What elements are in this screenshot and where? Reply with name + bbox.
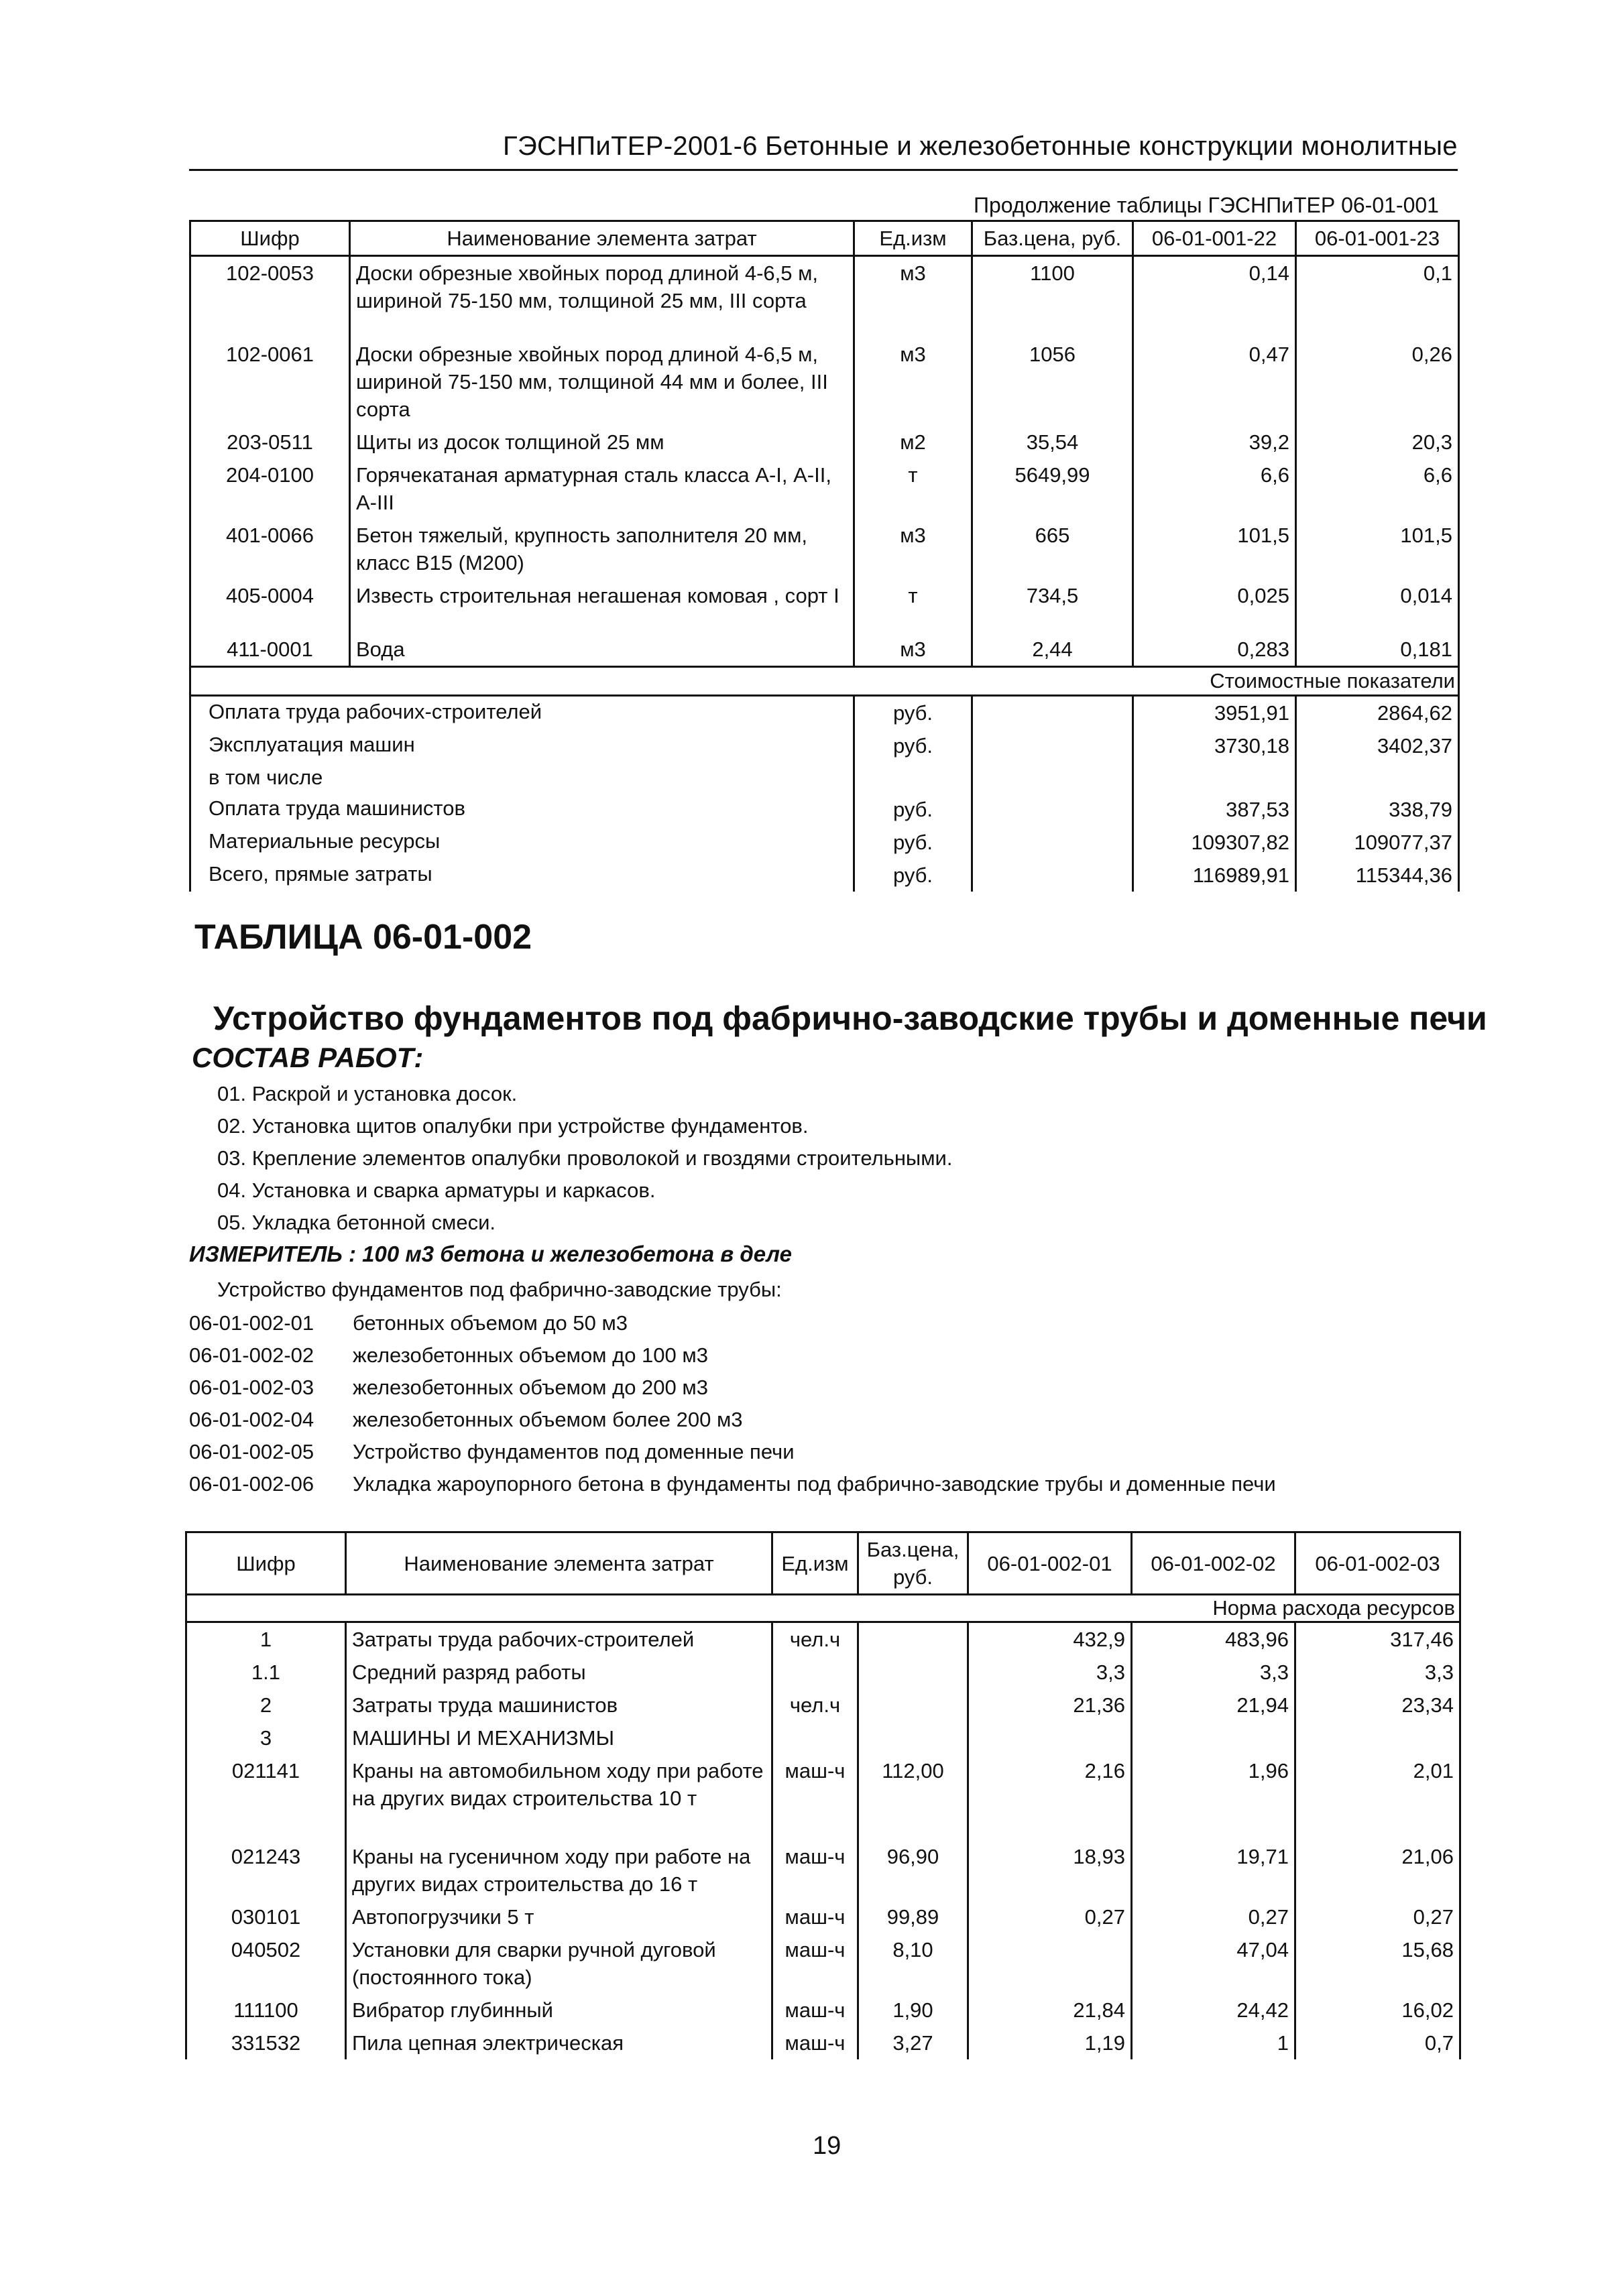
cell-norm-1: 21,36 bbox=[968, 1689, 1132, 1721]
table-title: ТАБЛИЦА 06-01-002 bbox=[194, 918, 532, 957]
cell-price: 112,00 bbox=[858, 1754, 968, 1840]
cell-norm-2: 0,26 bbox=[1296, 338, 1459, 426]
table-row bbox=[186, 1689, 1460, 1721]
table-row bbox=[190, 459, 1459, 519]
cell-price bbox=[858, 1689, 968, 1721]
cell-price bbox=[858, 1656, 968, 1689]
cost-label-spacer bbox=[190, 666, 1133, 695]
cost-unit bbox=[854, 762, 972, 793]
cell-norm-2: 0,1 bbox=[1296, 256, 1459, 338]
cell-norm-3: 15,68 bbox=[1295, 1933, 1460, 1994]
composition-heading: СОСТАВ РАБОТ: bbox=[192, 1042, 424, 1073]
cell-unit: маш-ч bbox=[772, 1900, 858, 1933]
table-row bbox=[186, 1721, 1460, 1754]
code-description: железобетонных объемом более 200 м3 bbox=[353, 1408, 743, 1431]
measure-line bbox=[189, 1242, 792, 1267]
cell-norm-2: 101,5 bbox=[1296, 519, 1459, 579]
cell-norm-3: 21,06 bbox=[1295, 1840, 1460, 1900]
cell-price: 734,5 bbox=[972, 579, 1133, 633]
table-row bbox=[186, 2027, 1460, 2059]
cell-unit: чел.ч bbox=[772, 1622, 858, 1656]
cell-code: 2 bbox=[186, 1689, 346, 1721]
cost-row bbox=[190, 729, 1459, 762]
cell-code: 021141 bbox=[186, 1754, 346, 1840]
column-header-unit: Ед.изм bbox=[772, 1532, 858, 1595]
code-line bbox=[189, 1311, 628, 1335]
cost-norm-2: 115344,36 bbox=[1296, 859, 1459, 892]
table-row bbox=[186, 1840, 1460, 1900]
table-row bbox=[190, 519, 1459, 579]
cell-price: 1100 bbox=[972, 256, 1133, 338]
cost-norm-2: 3402,37 bbox=[1296, 729, 1459, 762]
cell-norm-1: 3,3 bbox=[968, 1656, 1132, 1689]
cell-price bbox=[858, 1721, 968, 1754]
cost-norm-2: 2864,62 bbox=[1296, 695, 1459, 729]
table-row bbox=[186, 1900, 1460, 1933]
cell-code: 102-0053 bbox=[190, 256, 350, 338]
norm-label-row bbox=[186, 1595, 1460, 1622]
running-header: ГЭСНПиТЕР-2001-6 Бетонные и железобетонные конструкции монолитные bbox=[503, 131, 1458, 161]
table-row bbox=[186, 1622, 1460, 1656]
table-row bbox=[190, 338, 1459, 426]
cell-unit: маш-ч bbox=[772, 2027, 858, 2059]
code-description: железобетонных объемом до 200 м3 bbox=[353, 1376, 708, 1399]
cost-norm-1 bbox=[1133, 762, 1296, 793]
cost-norm-2: 109077,37 bbox=[1296, 826, 1459, 859]
cell-norm-2: 0,27 bbox=[1132, 1900, 1295, 1933]
cell-price: 5649,99 bbox=[972, 459, 1133, 519]
cell-norm-1: 18,93 bbox=[968, 1840, 1132, 1900]
table-row bbox=[190, 633, 1459, 667]
cell-norm-2: 0,014 bbox=[1296, 579, 1459, 633]
cost-name: Оплата труда машинистов bbox=[190, 793, 854, 826]
cost-section-label: Стоимостные показатели bbox=[1133, 666, 1459, 695]
column-header-norm-1: 06-01-001-22 bbox=[1133, 221, 1296, 256]
cell-norm-1: 2,16 bbox=[968, 1754, 1132, 1840]
cell-name: Доски обрезные хвойных пород длиной 4-6,5 м, шириной 75-150 мм, толщиной 25 мм, III сорта bbox=[350, 256, 854, 338]
table-row bbox=[190, 256, 1459, 338]
code-number: 06-01-002-03 bbox=[189, 1376, 314, 1399]
cost-name: Эксплуатация машин bbox=[190, 729, 854, 762]
cell-unit: м3 bbox=[854, 338, 972, 426]
cost-unit: руб. bbox=[854, 695, 972, 729]
cell-price: 99,89 bbox=[858, 1900, 968, 1933]
cell-code: 111100 bbox=[186, 1994, 346, 2027]
cost-row bbox=[190, 826, 1459, 859]
cost-name: в том числе bbox=[190, 762, 854, 793]
column-header-name: Наименование элемента затрат bbox=[350, 221, 854, 256]
table-row bbox=[186, 1656, 1460, 1689]
cell-norm-2: 24,42 bbox=[1132, 1994, 1295, 2027]
cost-unit: руб. bbox=[854, 793, 972, 826]
cell-unit bbox=[772, 1721, 858, 1754]
cell-norm-1: 0,47 bbox=[1133, 338, 1296, 426]
cell-unit: маш-ч bbox=[772, 1994, 858, 2027]
cell-name: Щиты из досок толщиной 25 мм bbox=[350, 426, 854, 459]
cell-norm-1 bbox=[968, 1721, 1132, 1754]
cost-norm-1: 116989,91 bbox=[1133, 859, 1296, 892]
cost-unit: руб. bbox=[854, 729, 972, 762]
cost-row bbox=[190, 859, 1459, 892]
cost-label-row bbox=[190, 666, 1459, 695]
codes-intro: Устройство фундаментов под фабрично-заводские трубы: bbox=[217, 1278, 782, 1301]
cell-unit: маш-ч bbox=[772, 1933, 858, 1994]
cost-row bbox=[190, 762, 1459, 793]
cell-norm-1: 0,025 bbox=[1133, 579, 1296, 633]
cell-norm-2: 1,96 bbox=[1132, 1754, 1295, 1840]
cell-norm-3: 0,7 bbox=[1295, 2027, 1460, 2059]
cell-unit bbox=[772, 1656, 858, 1689]
cell-unit: маш-ч bbox=[772, 1754, 858, 1840]
table-header-row bbox=[190, 221, 1459, 256]
cost-unit: руб. bbox=[854, 859, 972, 892]
section-title: Устройство фундаментов под фабрично-заводские трубы и доменные печи bbox=[213, 1000, 1487, 1037]
cost-section bbox=[190, 666, 1459, 892]
cell-norm-2: 483,96 bbox=[1132, 1622, 1295, 1656]
cell-code: 1.1 bbox=[186, 1656, 346, 1689]
cell-unit: маш-ч bbox=[772, 1840, 858, 1900]
cell-norm-1: 21,84 bbox=[968, 1994, 1132, 2027]
page-number: 19 bbox=[813, 2132, 842, 2160]
cell-name: Пила цепная электрическая bbox=[346, 2027, 772, 2059]
cost-name: Всего, прямые затраты bbox=[190, 859, 854, 892]
cost-price-empty bbox=[972, 695, 1133, 729]
resource-table-06-01-002 bbox=[185, 1531, 1461, 2059]
cell-name: Известь строительная негашеная комовая , сорт I bbox=[350, 579, 854, 633]
cell-price bbox=[858, 1622, 968, 1656]
cost-norm-1: 3730,18 bbox=[1133, 729, 1296, 762]
cell-norm-2 bbox=[1132, 1721, 1295, 1754]
code-number: 06-01-002-01 bbox=[189, 1311, 314, 1335]
column-header-name: Наименование элемента затрат bbox=[346, 1532, 772, 1595]
cell-norm-2: 21,94 bbox=[1132, 1689, 1295, 1721]
code-number: 06-01-002-05 bbox=[189, 1440, 314, 1463]
cell-norm-3: 2,01 bbox=[1295, 1754, 1460, 1840]
cell-name: МАШИНЫ И МЕХАНИЗМЫ bbox=[346, 1721, 772, 1754]
table-row bbox=[186, 1754, 1460, 1840]
cell-name: Средний разряд работы bbox=[346, 1656, 772, 1689]
cell-name: Бетон тяжелый, крупность заполнителя 20 мм, класс В15 (М200) bbox=[350, 519, 854, 579]
column-header-norm-2: 06-01-002-02 bbox=[1132, 1532, 1295, 1595]
cost-price-empty bbox=[972, 729, 1133, 762]
code-description: бетонных объемом до 50 м3 bbox=[353, 1311, 628, 1335]
cell-name: Доски обрезные хвойных пород длиной 4-6,5 м, шириной 75-150 мм, толщиной 44 мм и более, III сорта bbox=[350, 338, 854, 426]
cost-norm-1: 109307,82 bbox=[1133, 826, 1296, 859]
cell-norm-1: 0,27 bbox=[968, 1900, 1132, 1933]
continuation-note: Продолжение таблицы ГЭСНПиТЕР 06-01-001 bbox=[974, 193, 1439, 217]
cell-norm-1: 1,19 bbox=[968, 2027, 1132, 2059]
cell-code: 405-0004 bbox=[190, 579, 350, 633]
cell-norm-1: 0,14 bbox=[1133, 256, 1296, 338]
cell-code: 1 bbox=[186, 1622, 346, 1656]
work-step: 01. Раскрой и установка досок. bbox=[217, 1082, 518, 1105]
table-row bbox=[186, 1994, 1460, 2027]
cell-price: 96,90 bbox=[858, 1840, 968, 1900]
cost-price-empty bbox=[972, 793, 1133, 826]
cell-name: Затраты труда машинистов bbox=[346, 1689, 772, 1721]
cell-norm-1: 6,6 bbox=[1133, 459, 1296, 519]
code-line bbox=[189, 1472, 1276, 1496]
cell-norm-3: 23,34 bbox=[1295, 1689, 1460, 1721]
column-header-unit: Ед.изм bbox=[854, 221, 972, 256]
code-line bbox=[189, 1343, 708, 1368]
cell-norm-3: 0,27 bbox=[1295, 1900, 1460, 1933]
cost-price-empty bbox=[972, 762, 1133, 793]
resource-table-06-01-001 bbox=[189, 220, 1460, 892]
cell-name: Краны на гусеничном ходу при работе на других видах строительства до 16 т bbox=[346, 1840, 772, 1900]
cell-code: 411-0001 bbox=[190, 633, 350, 667]
cell-norm-3: 3,3 bbox=[1295, 1656, 1460, 1689]
cell-code: 204-0100 bbox=[190, 459, 350, 519]
code-line bbox=[189, 1408, 743, 1432]
cell-norm-3: 16,02 bbox=[1295, 1994, 1460, 2027]
cost-price-empty bbox=[972, 826, 1133, 859]
cell-name: Вода bbox=[350, 633, 854, 667]
table-row bbox=[186, 1933, 1460, 1994]
norm-label: Норма расхода ресурсов bbox=[968, 1595, 1460, 1622]
cost-norm-2: 338,79 bbox=[1296, 793, 1459, 826]
cell-name: Горячекатаная арматурная сталь класса А-I, А-II, А-III bbox=[350, 459, 854, 519]
column-header-price: Баз.цена, руб. bbox=[972, 221, 1133, 256]
cost-norm-1: 387,53 bbox=[1133, 793, 1296, 826]
cell-norm-1: 0,283 bbox=[1133, 633, 1296, 667]
cell-code: 3 bbox=[186, 1721, 346, 1754]
table-body bbox=[190, 256, 1459, 667]
cell-norm-1: 39,2 bbox=[1133, 426, 1296, 459]
work-step: 05. Укладка бетонной смеси. bbox=[217, 1211, 496, 1234]
work-step: 03. Крепление элементов опалубки проволокой и гвоздями строительными. bbox=[217, 1146, 953, 1170]
cell-norm-2: 47,04 bbox=[1132, 1933, 1295, 1994]
column-header-norm-2: 06-01-001-23 bbox=[1296, 221, 1459, 256]
measure-value: 100 м3 бетона и железобетона в деле bbox=[362, 1242, 792, 1266]
cell-unit: м3 bbox=[854, 633, 972, 667]
cell-norm-3 bbox=[1295, 1721, 1460, 1754]
cell-price: 35,54 bbox=[972, 426, 1133, 459]
cell-norm-1: 432,9 bbox=[968, 1622, 1132, 1656]
cost-price-empty bbox=[972, 859, 1133, 892]
code-description: железобетонных объемом до 100 м3 bbox=[353, 1343, 708, 1367]
cost-name: Материальные ресурсы bbox=[190, 826, 854, 859]
code-number: 06-01-002-04 bbox=[189, 1408, 314, 1431]
cell-norm-2: 20,3 bbox=[1296, 426, 1459, 459]
cell-norm-3: 317,46 bbox=[1295, 1622, 1460, 1656]
cell-price: 1056 bbox=[972, 338, 1133, 426]
table-row bbox=[190, 426, 1459, 459]
cost-norm-2 bbox=[1296, 762, 1459, 793]
cost-norm-1: 3951,91 bbox=[1133, 695, 1296, 729]
cell-code: 401-0066 bbox=[190, 519, 350, 579]
cell-name: Автопогрузчики 5 т bbox=[346, 1900, 772, 1933]
norm-label-spacer bbox=[186, 1595, 968, 1622]
cell-name: Вибратор глубинный bbox=[346, 1994, 772, 2027]
cell-norm-2: 6,6 bbox=[1296, 459, 1459, 519]
cell-norm-2: 1 bbox=[1132, 2027, 1295, 2059]
cost-name: Оплата труда рабочих-строителей bbox=[190, 695, 854, 729]
cell-price: 8,10 bbox=[858, 1933, 968, 1994]
cell-code: 040502 bbox=[186, 1933, 346, 1994]
cell-name: Краны на автомобильном ходу при работе на других видах строительства 10 т bbox=[346, 1754, 772, 1840]
cell-code: 331532 bbox=[186, 2027, 346, 2059]
column-header-norm-3: 06-01-002-03 bbox=[1295, 1532, 1460, 1595]
work-step: 04. Установка и сварка арматуры и каркасов. bbox=[217, 1179, 656, 1202]
cell-unit: м3 bbox=[854, 519, 972, 579]
cell-price: 665 bbox=[972, 519, 1133, 579]
cell-unit: чел.ч bbox=[772, 1689, 858, 1721]
code-description: Устройство фундаментов под доменные печи bbox=[353, 1440, 795, 1463]
column-header-code: Шифр bbox=[186, 1532, 346, 1595]
work-step: 02. Установка щитов опалубки при устройстве фундаментов. bbox=[217, 1114, 809, 1138]
cell-code: 102-0061 bbox=[190, 338, 350, 426]
cell-code: 203-0511 bbox=[190, 426, 350, 459]
header-rule bbox=[189, 169, 1458, 171]
cell-norm-2: 19,71 bbox=[1132, 1840, 1295, 1900]
cell-norm-1 bbox=[968, 1933, 1132, 1994]
cell-price: 3,27 bbox=[858, 2027, 968, 2059]
cell-norm-2: 0,181 bbox=[1296, 633, 1459, 667]
cell-price: 1,90 bbox=[858, 1994, 968, 2027]
code-number: 06-01-002-02 bbox=[189, 1343, 314, 1367]
table-header-row bbox=[186, 1532, 1460, 1595]
cell-unit: т bbox=[854, 579, 972, 633]
table-body bbox=[186, 1622, 1460, 2060]
code-line bbox=[189, 1440, 795, 1464]
column-header-code: Шифр bbox=[190, 221, 350, 256]
code-description: Укладка жароупорного бетона в фундаменты под фабрично-заводские трубы и доменные печи bbox=[353, 1472, 1276, 1496]
cell-name: Установки для сварки ручной дуговой (постоянного тока) bbox=[346, 1933, 772, 1994]
code-number: 06-01-002-06 bbox=[189, 1472, 314, 1496]
cost-unit: руб. bbox=[854, 826, 972, 859]
cell-code: 021243 bbox=[186, 1840, 346, 1900]
table-row bbox=[190, 579, 1459, 633]
cost-row bbox=[190, 695, 1459, 729]
cost-row bbox=[190, 793, 1459, 826]
column-header-norm-1: 06-01-002-01 bbox=[968, 1532, 1132, 1595]
cell-unit: т bbox=[854, 459, 972, 519]
cell-name: Затраты труда рабочих-строителей bbox=[346, 1622, 772, 1656]
cell-norm-2: 3,3 bbox=[1132, 1656, 1295, 1689]
cell-unit: м3 bbox=[854, 256, 972, 338]
cell-code: 030101 bbox=[186, 1900, 346, 1933]
column-header-price: Баз.цена, руб. bbox=[858, 1532, 968, 1595]
code-line bbox=[189, 1376, 708, 1400]
cell-unit: м2 bbox=[854, 426, 972, 459]
cell-price: 2,44 bbox=[972, 633, 1133, 667]
cell-norm-1: 101,5 bbox=[1133, 519, 1296, 579]
measure-label: ИЗМЕРИТЕЛЬ : bbox=[189, 1242, 356, 1266]
